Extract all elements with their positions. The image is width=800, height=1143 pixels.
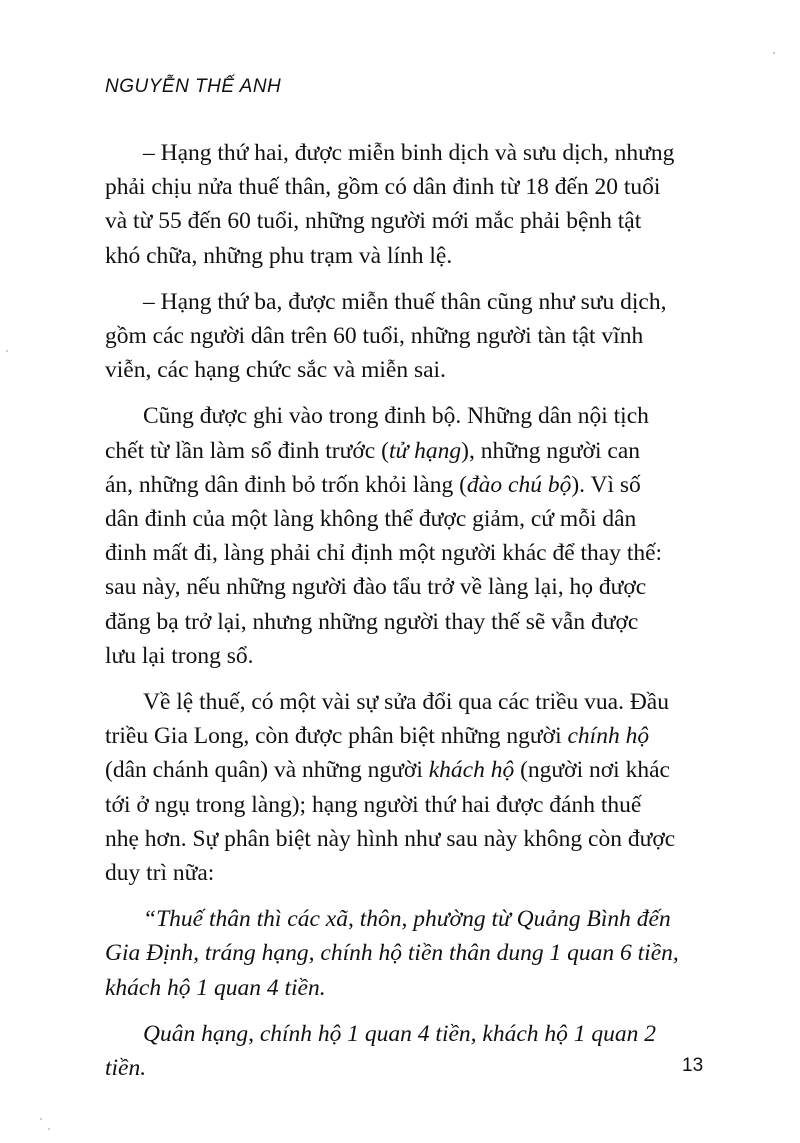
scan-speck	[48, 1128, 50, 1130]
text-line: lưu lại trong sổ.	[105, 642, 254, 669]
text-run: chết từ lần làm sổ đinh trước (	[105, 437, 389, 464]
text-line: khó chữa, những phu trạm và lính lệ.	[105, 242, 453, 269]
quote-quan-hang	[105, 1017, 705, 1085]
paragraph-le-thue	[105, 685, 705, 890]
text-line: đăng bạ trở lại, nhưng những người thay thế sẽ vẫn được	[105, 608, 639, 635]
text-line: và từ 55 đến 60 tuổi, những người mới mắc phải bệnh tật	[105, 208, 642, 235]
paragraph-dinh-bo	[105, 399, 705, 673]
text-line: đinh mất đi, làng phải chỉ định một người khác để thay thế:	[105, 540, 663, 567]
quote-line: Gia Định, tráng hạng, chính hộ tiền thân dung 1 quan 6 tiền,	[105, 940, 679, 967]
text-line	[105, 719, 705, 753]
text-line: viễn, các hạng chức sắc và miễn sai.	[105, 357, 446, 384]
text-run: (dân chánh quân) và những người	[105, 757, 429, 784]
page-number: 13	[682, 1055, 704, 1076]
text-run: ). Vì số	[571, 471, 641, 498]
scan-speck	[773, 52, 775, 54]
quote-line: Quân hạng, chính hộ 1 quan 4 tiền, khách hộ 1 quan 2	[143, 1020, 657, 1047]
text-run: ), những người can	[461, 437, 641, 464]
text-line	[105, 434, 705, 468]
body-text	[105, 136, 705, 1097]
italic-term: đào chú bộ	[466, 471, 572, 498]
text-line: sau này, nếu những người đào tẩu trở về làng lại, họ được	[105, 574, 647, 601]
text-run: triều Gia Long, còn được phân biệt những người	[105, 723, 568, 750]
text-line	[105, 753, 705, 787]
text-line: Cũng được ghi vào trong đinh bộ. Những dân nội tịch	[143, 403, 649, 430]
scan-speck	[40, 1118, 42, 1120]
quote-line: tiền.	[105, 1055, 147, 1082]
paragraph-hang-thu-hai	[105, 136, 705, 273]
text-line	[105, 468, 705, 502]
running-head-author: NGUYỄN THẾ ANH	[105, 76, 282, 97]
paragraph-hang-thu-ba	[105, 285, 705, 388]
italic-term: khách hộ	[428, 757, 515, 784]
text-line: gồm các người dân trên 60 tuổi, những người tàn tật vĩnh	[105, 323, 644, 350]
text-line: – Hạng thứ hai, được miễn binh dịch và sưu dịch, nhưng	[143, 140, 675, 166]
text-line: dân đinh của một làng không thể được giảm, cứ mỗi dân	[105, 506, 637, 533]
quote-line: khách hộ 1 quan 4 tiền.	[105, 974, 326, 1001]
text-line: Về lệ thuế, có một vài sự sửa đổi qua các triều vua. Đầu	[143, 689, 669, 716]
text-line: phải chịu nửa thuế thân, gồm có dân đinh từ 18 đến 20 tuổi	[105, 174, 661, 201]
scan-speck	[6, 350, 8, 352]
text-line: tới ở ngụ trong làng); hạng người thứ hai được đánh thuế	[105, 791, 642, 818]
text-line: – Hạng thứ ba, được miễn thuế thân cũng như sưu dịch,	[143, 288, 667, 315]
text-run: án, những dân đinh bỏ trốn khỏi làng (	[105, 471, 467, 498]
text-run: (người nơi khác	[514, 757, 670, 784]
quote-line: “Thuế thân thì các xã, thôn, phường từ Quảng Bình đến	[143, 906, 671, 933]
text-line: nhẹ hơn. Sự phân biệt này hình như sau này không còn được	[105, 825, 676, 852]
italic-term: tử hạng	[388, 437, 462, 464]
text-line: duy trì nữa:	[105, 860, 215, 887]
quote-thue-than	[105, 902, 705, 1005]
italic-term: chính hộ	[567, 723, 650, 750]
